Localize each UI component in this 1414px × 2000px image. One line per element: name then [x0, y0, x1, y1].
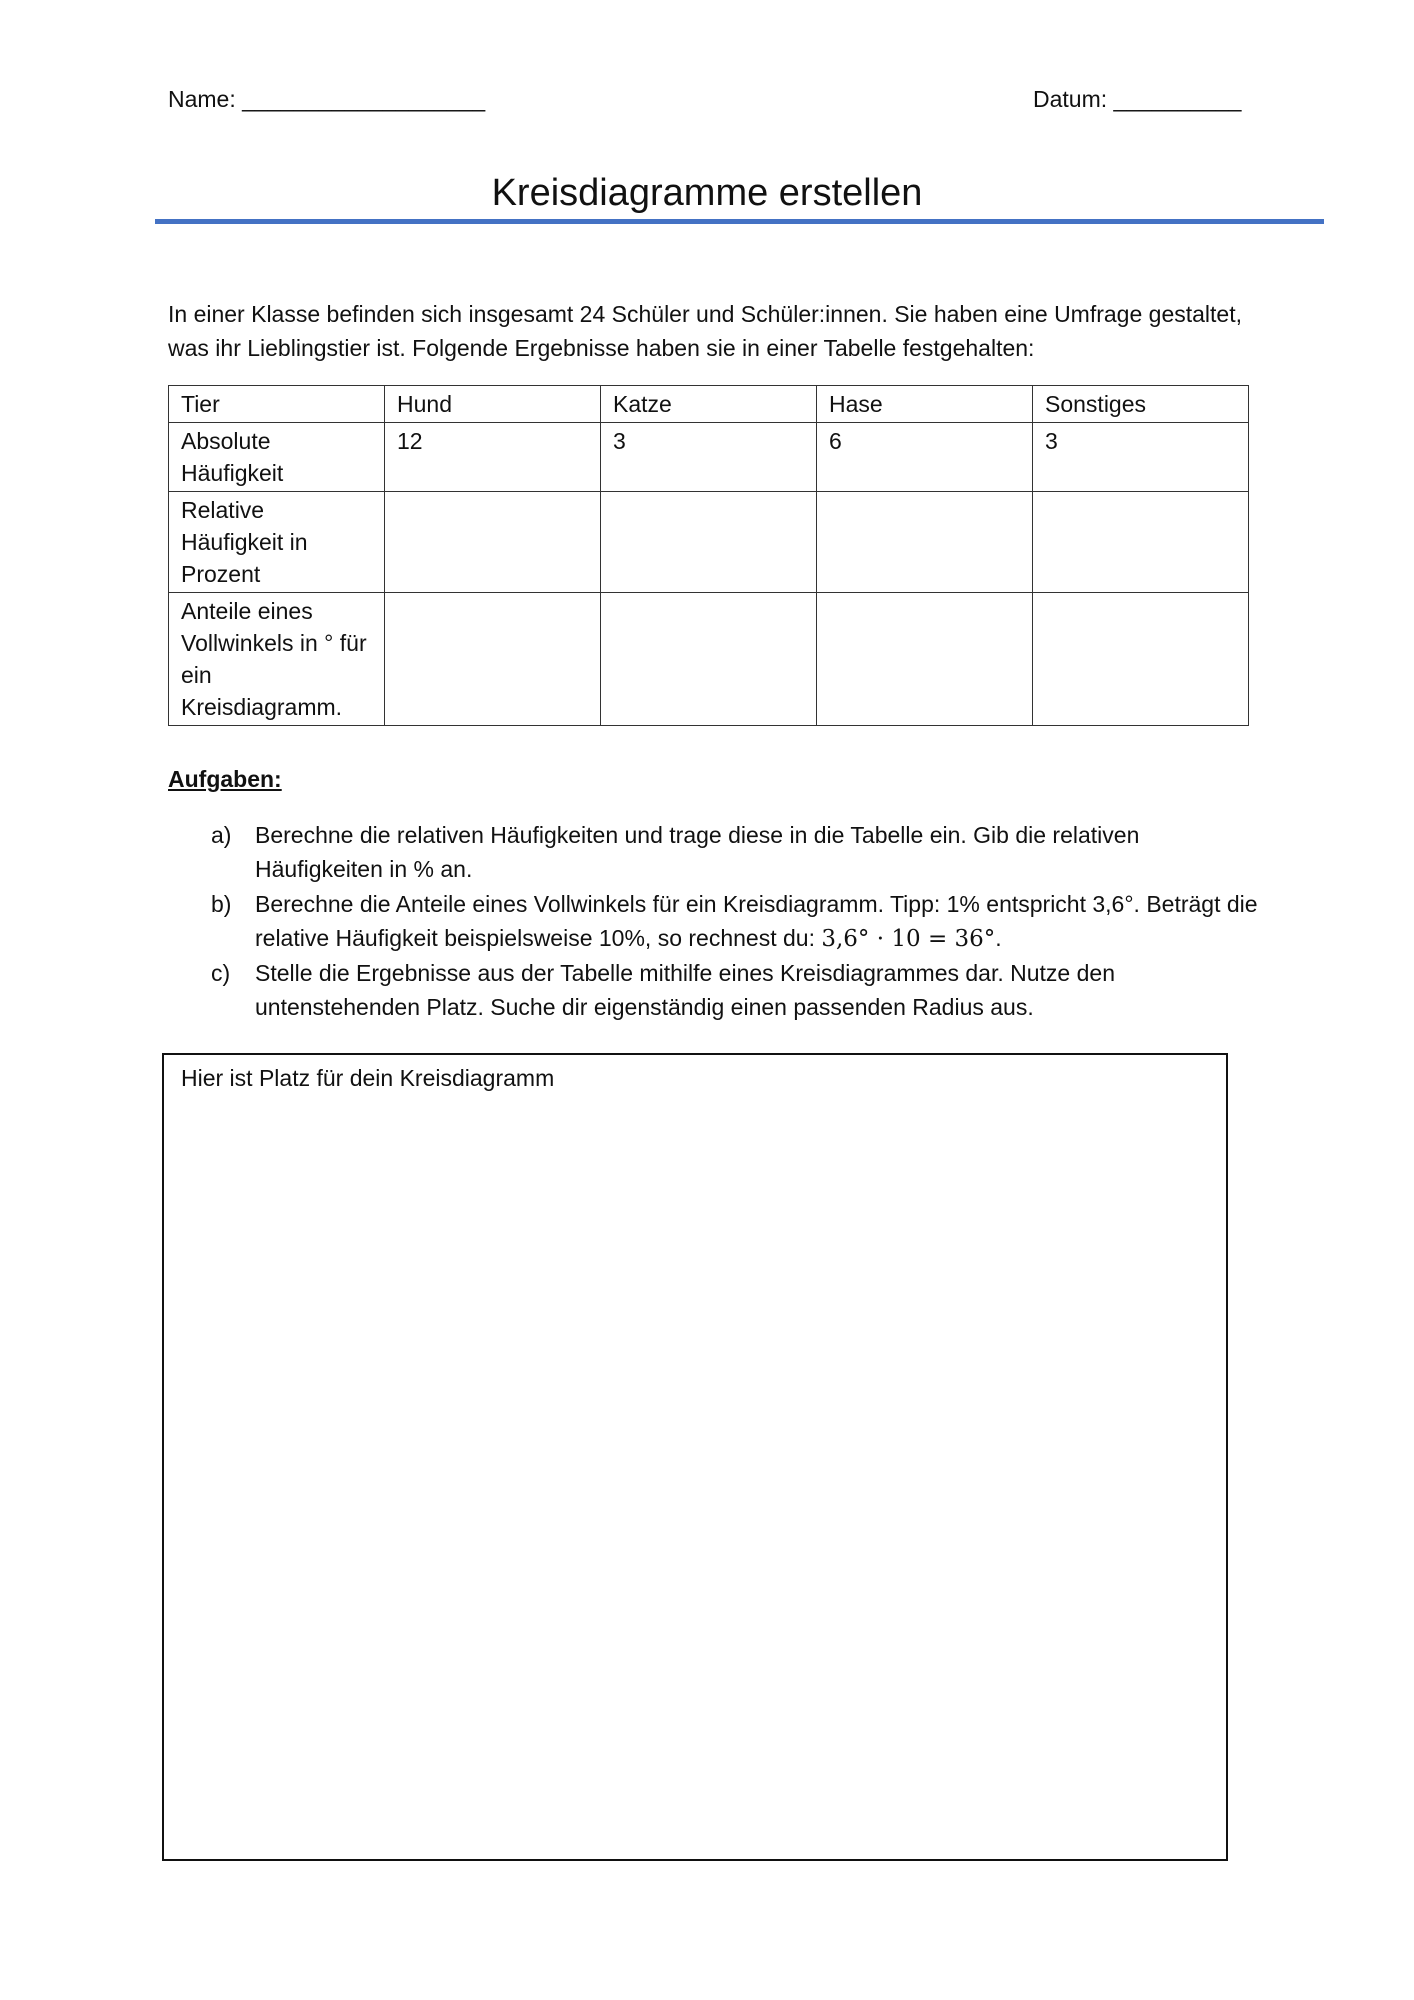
- table-cell: 6: [817, 423, 1033, 492]
- task-text: Stelle die Ergebnisse aus der Tabelle mithilfe eines Kreisdiagrammes dar. Nutze den untenstehenden Platz. Suche dir eigenständig einen passenden Radius aus.: [255, 960, 1115, 1020]
- table-header-cell: Hund: [385, 386, 601, 423]
- table-header-cell: Sonstiges: [1033, 386, 1249, 423]
- task-text-part: .: [995, 925, 1002, 951]
- table-row: [169, 492, 1249, 593]
- table-row: [169, 423, 1249, 492]
- row-label-cell: Absolute Häufigkeit: [169, 423, 385, 492]
- chart-drawing-area[interactable]: [162, 1053, 1228, 1861]
- chart-box-label: Hier ist Platz für dein Kreisdiagramm: [181, 1065, 555, 1091]
- answer-cell[interactable]: [385, 492, 601, 593]
- table-header-row: [169, 386, 1249, 423]
- intro-paragraph: In einer Klasse befinden sich insgesamt 24 Schüler und Schüler:innen. Sie haben eine Umfrage gestaltet, was ihr Lieblingstier ist. Folgende Ergebnisse haben sie in einer Tabelle festgehalten:: [168, 301, 1242, 361]
- table-header-cell: Hase: [817, 386, 1033, 423]
- table-header-cell: Katze: [601, 386, 817, 423]
- table-cell: 12: [385, 423, 601, 492]
- task-letter: c): [211, 960, 231, 986]
- row-label-cell: Relative Häufigkeit in Prozent: [169, 492, 385, 593]
- table-header-cell: Tier: [169, 386, 385, 423]
- answer-cell[interactable]: [601, 492, 817, 593]
- math-expression: 3,6° · 10 = 36°: [821, 926, 996, 952]
- task-letter: b): [211, 891, 232, 917]
- table-cell: 3: [1033, 423, 1249, 492]
- task-text: Berechne die relativen Häufigkeiten und trage diese in die Tabelle ein. Gib die relativen Häufigkeiten in % an.: [255, 822, 1140, 882]
- table-row: [169, 593, 1249, 726]
- answer-cell[interactable]: [817, 492, 1033, 593]
- task-text: [255, 887, 1265, 956]
- name-field-label: Name: ___________________: [168, 86, 486, 112]
- frequency-table: [168, 385, 1249, 726]
- date-field-label: Datum: __________: [1033, 86, 1242, 112]
- answer-cell[interactable]: [385, 593, 601, 726]
- answer-cell[interactable]: [601, 593, 817, 726]
- page-title: Kreisdiagramme erstellen: [491, 172, 923, 214]
- answer-cell[interactable]: [817, 593, 1033, 726]
- table-cell: 3: [601, 423, 817, 492]
- tasks-heading: Aufgaben:: [168, 766, 282, 792]
- title-underline: [155, 219, 1324, 224]
- answer-cell[interactable]: [1033, 492, 1249, 593]
- row-label-cell: Anteile eines Vollwinkels in ° für ein Kreisdiagramm.: [169, 593, 385, 726]
- task-letter: a): [211, 822, 232, 848]
- task-text-part: Berechne die Anteile eines Vollwinkels für ein Kreisdiagramm. Tipp: 1% entspricht 3,6°. Beträgt die relative Häufigkeit beispielsweise 10%, so rechnest du:: [255, 891, 1258, 951]
- answer-cell[interactable]: [1033, 593, 1249, 726]
